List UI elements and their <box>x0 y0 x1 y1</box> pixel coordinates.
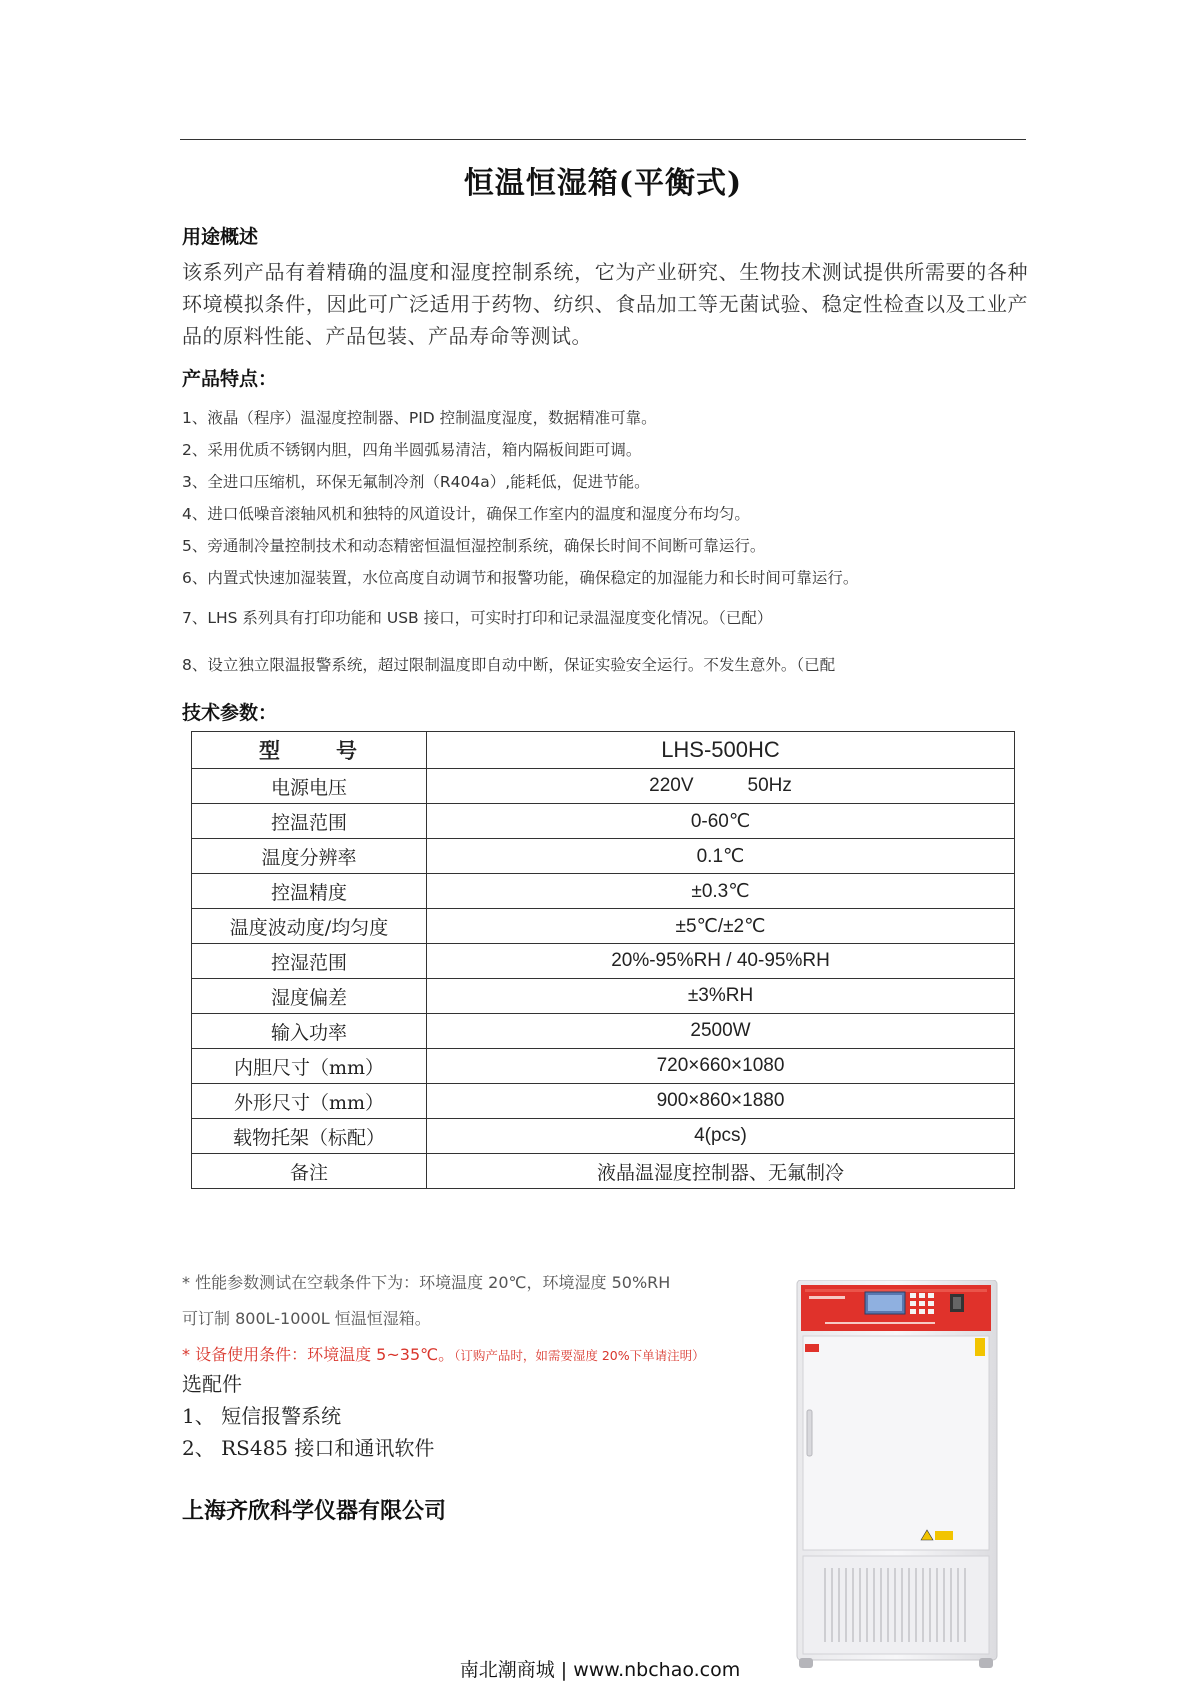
table-row <box>192 769 1015 804</box>
usage-condition-text: * 设备使用条件：环境温度 5~35℃。 <box>182 1345 455 1364</box>
row-value: 720×660×1080 <box>427 1049 1015 1084</box>
table-row <box>192 839 1015 874</box>
row-value: 2500W <box>427 1014 1015 1049</box>
row-label: 湿度偏差 <box>192 979 427 1014</box>
feature-item-1: 1、液晶（程序）温湿度控制器、PID 控制温度湿度，数据精准可靠。 <box>182 409 657 427</box>
table-row <box>192 979 1015 1014</box>
feature-item-7: 7、LHS 系列具有打印功能和 USB 接口，可实时打印和记录温湿度变化情况。（已配） <box>182 609 773 627</box>
chamber-product-image <box>785 1280 1007 1672</box>
table-row <box>192 1119 1015 1154</box>
page-title: 恒温恒湿箱(平衡式) <box>463 166 743 201</box>
feature-item-2: 2、采用优质不锈钢内胆，四角半圆弧易清洁，箱内隔板间距可调。 <box>182 441 642 459</box>
row-value: 0.1℃ <box>427 839 1015 874</box>
spec-table <box>191 731 1015 1189</box>
table-row <box>192 1049 1015 1084</box>
feature-item-4: 4、进口低噪音滚轴风机和独特的风道设计，确保工作室内的温度和湿度分布均匀。 <box>182 505 750 523</box>
row-value: ±0.3℃ <box>427 874 1015 909</box>
row-value: 0-60℃ <box>427 804 1015 839</box>
row-value: ±3%RH <box>427 979 1015 1014</box>
feature-item-6: 6、内置式快速加湿装置，水位高度自动调节和报警功能，确保稳定的加湿能力和长时间可靠运行。 <box>182 569 859 587</box>
feature-item-8: 8、设立独立限温报警系统，超过限制温度即自动中断，保证实验安全运行。不发生意外。（已配 <box>182 656 836 674</box>
row-label: 载物托架（标配） <box>192 1119 427 1154</box>
row-label: 控温精度 <box>192 874 427 909</box>
row-label: 电源电压 <box>192 769 427 804</box>
row-label: 外形尺寸（mm） <box>192 1084 427 1119</box>
table-row <box>192 1014 1015 1049</box>
usage-paragraph: 该系列产品有着精确的温度和湿度控制系统，它为产业研究、生物技术测试提供所需要的各种环境模拟条件，因此可广泛适用于药物、纺织、食品加工等无菌试验、稳定性检查以及工业产品的原料性能、产品包装、产品寿命等测试。 <box>182 260 1028 348</box>
footer-text: 南北潮商城 | www.nbchao.com <box>459 1659 741 1681</box>
top-rule <box>180 139 1026 140</box>
usage-heading: 用途概述 <box>182 226 259 248</box>
spec-heading: 技术参数： <box>182 702 278 724</box>
row-value: 液晶温湿度控制器、无氟制冷 <box>427 1154 1015 1189</box>
usage-condition-note <box>182 1342 705 1365</box>
frequency-value: 50Hz <box>747 775 792 796</box>
table-row <box>192 732 1015 769</box>
company-name: 上海齐欣科学仪器有限公司 <box>182 1498 447 1524</box>
model-label-a: 型 <box>259 738 282 763</box>
row-label: 温度波动度/均匀度 <box>192 909 427 944</box>
feature-item-5: 5、旁通制冷量控制技术和动态精密恒温恒湿控制系统，确保长时间不间断可靠运行。 <box>182 537 766 555</box>
model-label-b: 号 <box>336 738 359 763</box>
model-value: LHS-500HC <box>427 732 1015 769</box>
feature-item-3: 3、全进口压缩机，环保无氟制冷剂（R404a）,能耗低，促进节能。 <box>182 473 650 491</box>
custom-order-note: 可订制 800L-1000L 恒温恒湿箱。 <box>182 1309 431 1328</box>
accessory-item-2: 2、 RS485 接口和通讯软件 <box>182 1436 435 1460</box>
row-value: 20%-95%RH / 40-95%RH <box>427 944 1015 979</box>
row-value: ±5℃/±2℃ <box>427 909 1015 944</box>
row-label: 备注 <box>192 1154 427 1189</box>
accessories-heading: 选配件 <box>182 1372 242 1396</box>
row-label: 温度分辨率 <box>192 839 427 874</box>
row-value <box>427 769 1015 804</box>
table-row <box>192 944 1015 979</box>
table-row <box>192 874 1015 909</box>
row-label: 控湿范围 <box>192 944 427 979</box>
row-label: 控温范围 <box>192 804 427 839</box>
usage-condition-small: （订购产品时，如需要湿度 20%下单请注明） <box>454 1348 705 1363</box>
test-condition-note: * 性能参数测试在空载条件下为：环境温度 20℃，环境湿度 50%RH <box>182 1273 671 1292</box>
row-value: 900×860×1880 <box>427 1084 1015 1119</box>
table-row <box>192 1154 1015 1189</box>
table-row <box>192 804 1015 839</box>
row-label: 内胆尺寸（mm） <box>192 1049 427 1084</box>
model-label-cell <box>192 732 427 769</box>
accessory-item-1: 1、 短信报警系统 <box>182 1404 342 1428</box>
row-label: 输入功率 <box>192 1014 427 1049</box>
table-row <box>192 1084 1015 1119</box>
features-heading: 产品特点： <box>182 368 278 390</box>
voltage-value: 220V <box>649 775 694 796</box>
table-row <box>192 909 1015 944</box>
row-value: 4(pcs) <box>427 1119 1015 1154</box>
